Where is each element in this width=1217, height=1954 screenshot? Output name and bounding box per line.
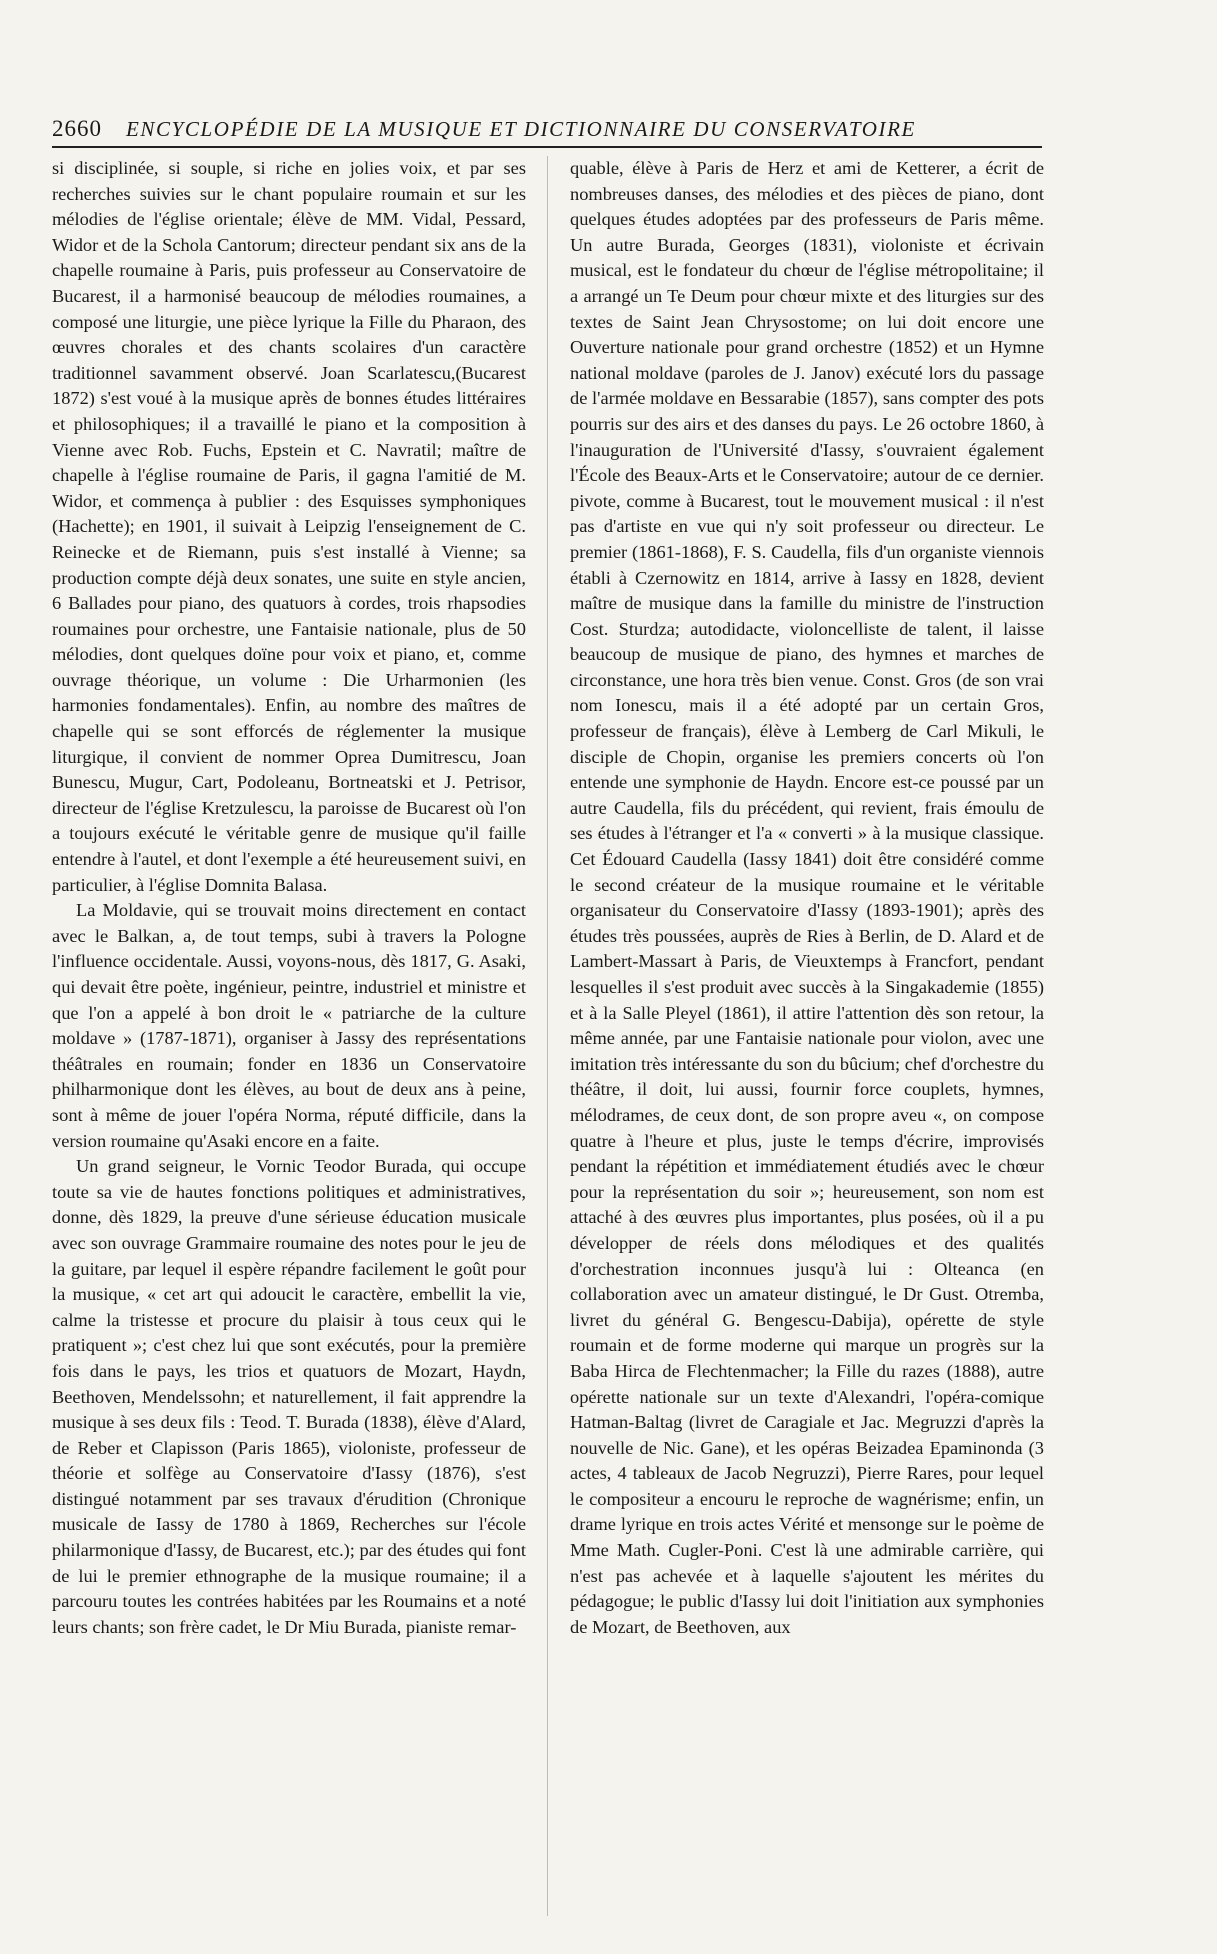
page-header <box>52 108 1042 148</box>
column-divider <box>547 156 548 1916</box>
left-column <box>52 156 526 1640</box>
paragraph: Un grand seigneur, le Vornic Teodor Burada, qui occupe toute sa vie de hautes fonctions politiques et administratives, donne, dès 1829, la preuve d'une sérieuse éducation musicale avec son ouvrage Grammaire roumaine des notes pour le jeu de la guitare, par lequel il espère répandre facilement le goût pour la musique, « cet art qui adoucit le caractère, embellit la vie, calme la tristesse et procure du plaisir à tous ceux qui le pratiquent »; c'est chez lui que sont exécutés, pour la première fois dans le pays, les trios et quatuors de Mozart, Haydn, Beethoven, Mendelssohn; et naturellement, il fait apprendre la musique à ses deux fils : Teod. T. Burada (1838), élève d'Alard, de Reber et Clapisson (Paris 1865), violoniste, professeur de théorie et solfège au Conservatoire d'Iassy (1876), s'est distingué notamment par ses travaux d'érudition (Chronique musicale de Iassy de 1780 à 1869, Recherches sur l'école philarmonique d'Iassy, de Bucarest, etc.); par des études qui font de lui le premier ethnographe de la musique roumaine; il a parcouru toutes les contrées habitées par les Roumains et a noté leurs chants; son frère cadet, le Dr Miu Burada, pianiste remar- <box>52 1156 527 1637</box>
paragraph: La Moldavie, qui se trouvait moins directement en contact avec le Balkan, a, de tout temps, subi à travers la Pologne l'influence occidentale. Aussi, voyons-nous, dès 1817, G. Asaki, qui devait être poète, ingénieur, peintre, industriel et ministre et que l'on a appelé à bon droit le « patriarche de la culture moldave » (1787-1871), organiser à Jassy des représentations théâtrales en roumain; fonder en 1836 un Conservatoire philharmonique dont les élèves, au bout de deux ans à peine, sont à même de jouer l'opéra Norma, réputé difficile, dans la version roumaine qu'Asaki encore en a faite. <box>52 900 526 1151</box>
running-title: ENCYCLOPÉDIE DE LA MUSIQUE ET DICTIONNAIRE DU CONSERVATOIRE <box>126 117 916 141</box>
paragraph: si disciplinée, si souple, si riche en jolies voix, et par ses recherches suivies sur le chant populaire roumain et sur les mélodies de l'église orientale; élève de MM. Vidal, Pessard, Widor et de la Schola Cantorum; directeur pendant six ans de la chapelle roumaine à Paris, puis professeur au Conservatoire de Bucarest, il a harmonisé beaucoup de mélodies roumaines, a composé une liturgie, une pièce lyrique la Fille du Pharaon, des œuvres chorales et des chants scolaires d'un caractère traditionnel savamment observé. Joan Scarlatescu,(Bucarest 1872) s'est voué à la musique après de bonnes études littéraires et philosophiques; il a travaillé le piano et la composition à Vienne avec Rob. Fuchs, Epstein et C. Navratil; maître de chapelle à l'église roumaine de Paris, il gagna l'amitié de M. Widor, et commença à publier : des Esquisses symphoniques (Hachette); en 1901, il suivait à Leipzig l'enseignement de C. Reinecke et de Riemann, puis s'est installé à Vienne; sa production compte déjà deux sonates, une suite en style ancien, 6 Ballades pour piano, des quatuors à cordes, trois rhapsodies roumaines pour orchestre, une Fantaisie nationale, plus de 50 mélodies, dont quelques doïne pour voix et piano, et, comme ouvrage théorique, un volume : Die Urharmonien (les harmonies fondamentales). Enfin, au nombre des maîtres de chapelle qui se sont efforcés de réglementer la musique liturgique, il convient de nommer Oprea Dumitrescu, Joan Bunescu, Mugur, Cart, Podoleanu, Bortneatski et J. Petrisor, directeur de l'église Kretzulescu, la paroisse de Bucarest où l'on a toujours exécuté le véritable genre de musique qu'il faille entendre à l'autel, et dont l'exemple a été heureusement suivi, en particulier, à l'église Domnita Balasa. <box>52 158 526 895</box>
page-number: 2660 <box>52 116 102 141</box>
paragraph: quable, élève à Paris de Herz et ami de Ketterer, a écrit de nombreuses danses, des mélodies et des pièces de piano, dont quelques études adoptées par des professeurs de Paris même. Un autre Burada, Georges (1831), violoniste et écrivain musical, est le fondateur du chœur de l'église métropolitaine; il a arrangé un Te Deum pour chœur mixte et des liturgies sur des textes de Saint Jean Chrysostome; on lui doit encore une Ouverture nationale pour grand orchestre (1852) et un Hymne national moldave (paroles de J. Janov) exécuté lors du passage de l'armée moldave en Bessarabie (1857), sans compter des pots pourris sur des airs et des danses du pays. Le 26 octobre 1860, à l'inauguration de l'Université d'Iassy, s'ouvraient également l'École des Beaux-Arts et le Conservatoire; autour de ce dernier. pivote, comme à Bucarest, tout le mouvement musical : il n'est pas d'artiste en vue qui n'y soit professeur ou directeur. Le premier (1861-1868), F. S. Caudella, fils d'un organiste viennois établi à Czernowitz en 1814, arrive à Iassy en 1828, devient maître de musique dans la famille du ministre de l'instruction Cost. Sturdza; autodidacte, violoncelliste de talent, il laisse beaucoup de musique de piano, des hymnes et marches de circonstance, une hora très bien venue. Const. Gros (de son vrai nom Ionescu, mais il a été adopté par un certain Gros, professeur de français), élève à Lemberg de Carl Mikuli, le disciple de Chopin, organise les premiers concerts où l'on entende une symphonie de Haydn. Encore est-ce poussé par un autre Caudella, fils du précédent, qui revient, frais émoulu de ses études à l'étranger et l'a « converti » à la musique classique. Cet Édouard Caudella (Iassy 1841) doit être considéré comme le second créateur de la musique roumaine et le véritable organisateur du Conservatoire d'Iassy (1893-1901); après des études très poussées, auprès de Ries à Berlin, de D. Alard et de Lambert-Massart à Paris, de Vieuxtemps à Francfort, pendant lesquelles il s'est produit avec succès à la Singakademie (1855) et à la Salle Pleyel (1861), il attire l'attention dès son retour, la même année, par une Fantaisie nationale pour violon, avec une imitation très intéressante du son du bûcium; chef d'orchestre du théâtre, il doit, lui aussi, fournir force couplets, hymnes, mélodrames, de ceux dont, de son propre aveu «, on compose quatre à l'heure et plus, juste le temps d'écrire, improvisés pendant la répétition et immédiatement étudiés avec le chœur pour la représentation du soir »; heureusement, son nom est attaché à des œuvres plus importantes, plus posées, où il a pu développer de réels dons mélodiques et des qualités d'orchestration inconnues jusqu'à lui : Olteanca (en collaboration avec un amateur distingué, le Dr Gust. Otremba, livret du général G. Bengescu-Dabija), opérette de style roumain et de forme moderne qui marque un progrès sur la Baba Hirca de Flechtenmacher; la Fille du razes (1888), autre opérette nationale sur un texte d'Alexandri, l'opéra-comique Hatman-Baltag (livret de Caragiale et Jac. Megruzzi d'après la nouvelle de Nic. Gane), et les opéras Beizadea Epaminonda (3 actes, 4 tableaux de Jacob Negruzzi), Pierre Rares, pour lequel le compositeur a encouru le reproche de wagnérisme; enfin, un drame lyrique en trois actes Vérité et mensonge sur le poème de Mme Math. Cugler-Poni. C'est là une admirable carrière, qui n'est pas achevée et à laquelle s'ajoutent les mérites du pédagogue; le public d'Iassy lui doit l'initiation aux symphonies de Mozart, de Beethoven, aux <box>570 158 1044 1637</box>
right-column <box>570 156 1044 1640</box>
